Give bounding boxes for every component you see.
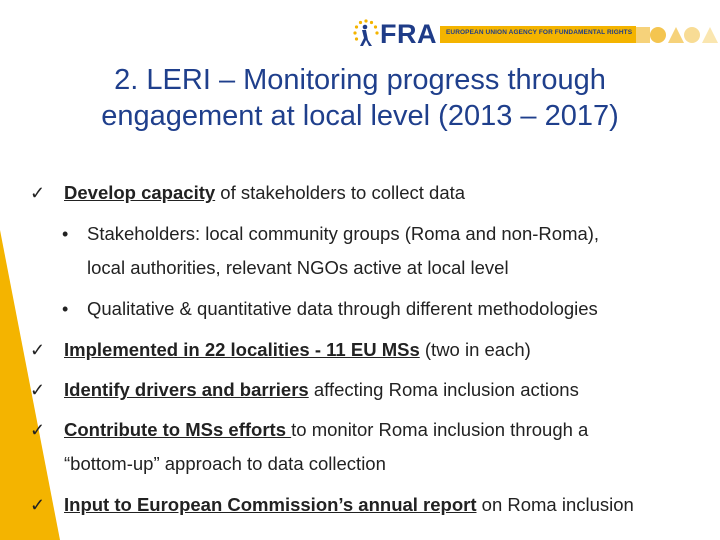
list-item (64, 379, 579, 401)
item-bold: Develop capacity (64, 182, 216, 203)
bullet-icon: • (62, 224, 69, 244)
list-item: “bottom-up” approach to data collection (64, 453, 386, 474)
list-item (64, 494, 634, 516)
item-bold: Input to European Commission’s annual report (64, 494, 477, 515)
check-icon: ✓ (30, 420, 46, 440)
item-text: to monitor Roma inclusion through a (291, 419, 589, 440)
item-text: affecting Roma inclusion actions (308, 379, 579, 400)
list-item: local authorities, relevant NGOs active at local level (87, 257, 509, 278)
bullet-icon: • (62, 299, 69, 319)
list-item: Qualitative & quantitative data through different methodologies (87, 298, 598, 319)
agency-name: EUROPEAN UNION AGENCY FOR FUNDAMENTAL RIGHTS (446, 29, 633, 36)
logo-wordmark: FRA (380, 19, 437, 49)
title-line-2: engagement at local level (2013 – 2017) (101, 100, 619, 132)
list-item: Stakeholders: local community groups (Roma and non-Roma), (87, 223, 600, 244)
item-bold: Identify drivers and barriers (64, 379, 309, 400)
check-icon: ✓ (30, 380, 46, 400)
item-bold: Contribute to MSs efforts (64, 419, 292, 440)
item-bold: Implemented in 22 localities - 11 EU MSs (64, 339, 420, 360)
list-item (64, 182, 465, 204)
list-item (64, 419, 588, 441)
list-item (64, 339, 531, 361)
item-text: of stakeholders to collect data (215, 182, 466, 203)
check-icon: ✓ (30, 495, 46, 515)
item-text: on Roma inclusion (476, 494, 634, 515)
item-text: (two in each) (419, 339, 531, 360)
check-icon: ✓ (30, 183, 46, 203)
check-icon: ✓ (30, 340, 46, 360)
title-line-1: 2. LERI – Monitoring progress through (114, 64, 606, 96)
